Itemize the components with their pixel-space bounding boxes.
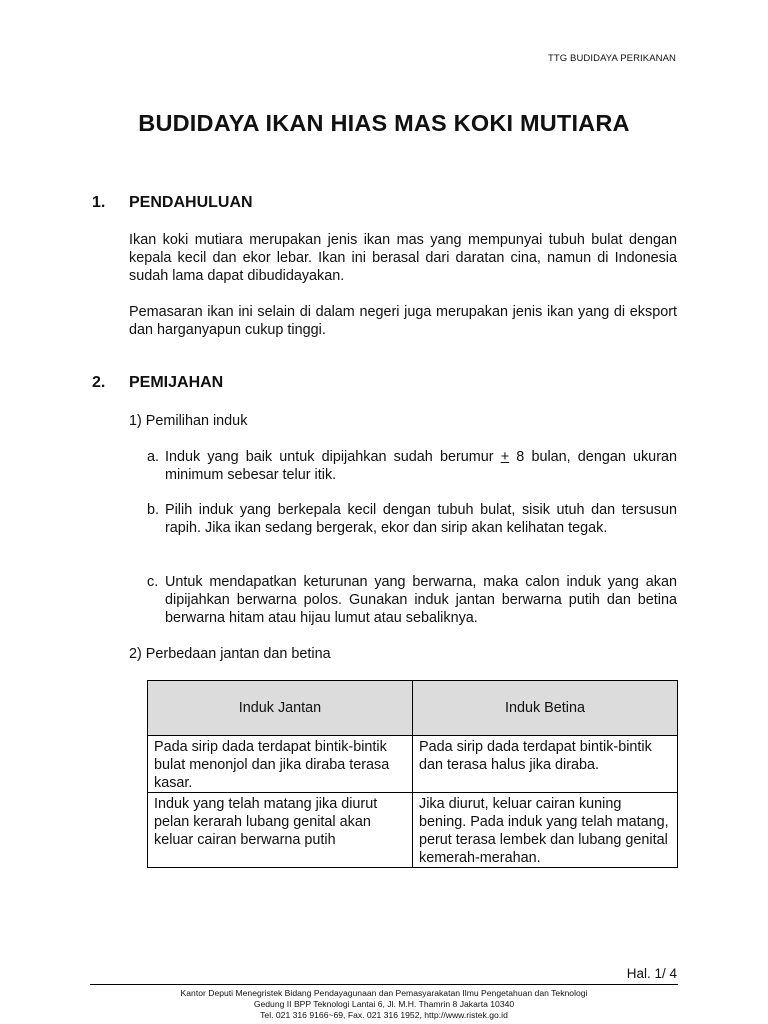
section-1-number: 1.	[92, 194, 106, 211]
subitem-c-text: Untuk mendapatkan keturunan yang berwarna, maka calon induk yang akan dipijahkan berwarna polos. Gunakan induk jantan berwarna putih dan betina berwarna hitam atau hijau lumut atau sebaliknya.	[165, 574, 677, 626]
footer-line-2: Gedung II BPP Teknologi Lantai 6, Jl. M.H. Thamrin 8 Jakarta 10340	[253, 999, 515, 1009]
table-header-betina: Induk Betina	[413, 681, 678, 736]
section-2-title: PEMIJAHAN	[129, 374, 224, 391]
footer-line-1: Kantor Deputi Menegristek Bidang Pendayagunaan dan Pemasyarakatan Ilmu Pengetahuan dan Teknologi	[180, 988, 588, 998]
table-header-jantan: Induk Jantan	[148, 681, 413, 736]
page-title: BUDIDAYA IKAN HIAS MAS KOKI MUTIARA	[138, 110, 630, 136]
table-header-row	[148, 681, 678, 736]
subitem-a-text-after: 8 bulan, dengan ukuran minimum sebesar telur itik.	[165, 449, 677, 483]
subitem-a-text-before: Induk yang baik untuk dipijahkan sudah berumur	[165, 449, 501, 465]
table-cell: Jika diurut, keluar cairan kuning bening. Pada induk yang telah matang, perut terasa lembek dan lubang genital kemerah-merahan.	[413, 793, 678, 868]
table-row	[148, 793, 678, 868]
footer	[90, 988, 678, 1021]
table-cell: Pada sirip dada terdapat bintik-bintik bulat menonjol dan jika diraba terasa kasar.	[148, 736, 413, 793]
subitem-b-marker: b.	[147, 502, 160, 518]
subitem-a-text	[165, 448, 677, 484]
subitem-b-text: Pilih induk yang berkepala kecil dengan tubuh bulat, sisik utuh dan tersusun rapih. Jika ikan sedang bergerak, ekor dan sirip akan kelihatan tegak.	[165, 502, 677, 536]
subitem-c-marker: c.	[147, 574, 159, 590]
section-1-title: PENDAHULUAN	[129, 194, 253, 211]
table-cell: Pada sirip dada terdapat bintik-bintik dan terasa halus jika diraba.	[413, 736, 678, 793]
header-tag: TTG BUDIDAYA PERIKANAN	[547, 53, 676, 64]
table-row	[148, 736, 678, 793]
footer-divider	[90, 984, 678, 985]
comparison-table	[147, 680, 678, 868]
page-number: Hal. 1/ 4	[626, 966, 677, 981]
item-1-label: 1) Pemilihan induk	[129, 413, 248, 429]
section-1-paragraph-1: Ikan koki mutiara merupakan jenis ikan mas yang mempunyai tubuh bulat dengan kepala kecil dan ekor lebar. Ikan ini berasal dari daratan cina, namun di Indonesia sudah lama dapat dibudidayakan.	[129, 232, 677, 284]
section-1-paragraph-2: Pemasaran ikan ini selain di dalam negeri juga merupakan jenis ikan yang di eksport dan harganyapun cukup tinggi.	[129, 304, 677, 338]
subitem-a-marker: a.	[147, 449, 160, 465]
footer-line-3: Tel. 021 316 9166~69, Fax. 021 316 1952, http://www.ristek.go.id	[260, 1010, 508, 1020]
section-2-number: 2.	[92, 374, 106, 391]
table-cell: Induk yang telah matang jika diurut pelan kerarah lubang genital akan keluar cairan berwarna putih	[148, 793, 413, 868]
plus-minus-symbol: +	[500, 449, 510, 465]
item-2-label: 2) Perbedaan jantan dan betina	[129, 646, 331, 662]
